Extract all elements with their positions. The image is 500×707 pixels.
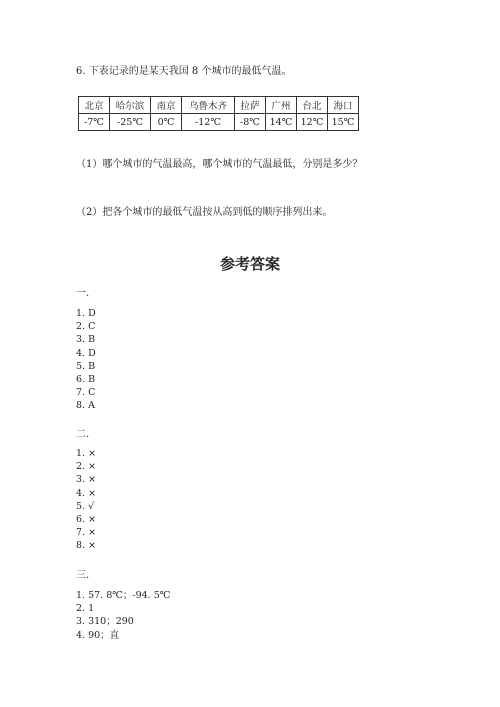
section-2-answers [76, 447, 96, 553]
city-cell: 哈尔滨 [110, 97, 151, 114]
list-item: 8. A [76, 400, 95, 412]
city-cell: 拉萨 [235, 97, 266, 114]
sub-question-2: （2）把各个城市的最低气温按从高到低的顺序排列出来。 [76, 207, 333, 218]
temp-cell: -12℃ [182, 114, 235, 131]
table-row-temps [79, 114, 359, 131]
list-item: 6. × [76, 513, 97, 525]
list-item: 8. × [76, 540, 97, 552]
list-item: 1. × [76, 448, 97, 459]
city-cell: 台北 [297, 97, 328, 114]
section-3-answers [76, 589, 170, 642]
city-cell: 北京 [79, 97, 110, 114]
section-1-heading: 一. [76, 288, 90, 299]
list-item: 1. 57. 8℃；-94. 5℃ [76, 590, 171, 601]
city-cell: 海口 [328, 97, 359, 114]
city-cell: 广州 [266, 97, 297, 114]
list-item: 4. D [76, 347, 96, 359]
sub-question-1: （1）哪个城市的气温最高，哪个城市的气温最低，分别是多少？ [76, 159, 363, 170]
list-item: 4. 90；直 [76, 629, 120, 641]
list-item: 1. D [76, 308, 96, 319]
temp-cell: -8℃ [235, 114, 266, 131]
temperature-table [78, 96, 359, 131]
section-1-answers [76, 307, 96, 413]
list-item: 4. × [76, 487, 97, 499]
list-item: 5. B [76, 360, 96, 372]
temp-cell: 14℃ [266, 114, 297, 131]
temp-cell: -25℃ [110, 114, 151, 131]
city-cell: 南京 [151, 97, 182, 114]
list-item: 3. 310；290 [76, 616, 134, 628]
list-item: 3. B [76, 334, 96, 346]
list-item: 5. √ [76, 500, 95, 512]
temp-cell: 15℃ [328, 114, 359, 131]
list-item: 2. C [76, 321, 96, 333]
section-2-heading: 二. [76, 429, 90, 440]
city-cell: 乌鲁木齐 [182, 97, 235, 114]
list-item: 2. 1 [76, 603, 95, 615]
question-6-stem: 6. 下表记录的是某天我国 8 个城市的最低气温。 [76, 66, 292, 77]
list-item: 3. × [76, 474, 97, 486]
list-item: 7. C [76, 387, 96, 399]
temp-cell: 0℃ [151, 114, 182, 131]
section-3-heading: 三. [76, 570, 90, 581]
temp-cell: -7℃ [79, 114, 110, 131]
list-item: 7. × [76, 527, 97, 539]
temp-cell: 12℃ [297, 114, 328, 131]
table-row-cities [79, 97, 359, 114]
list-item: 2. × [76, 461, 97, 473]
list-item: 6. B [76, 373, 96, 385]
answers-title: 参考答案 [219, 255, 280, 273]
